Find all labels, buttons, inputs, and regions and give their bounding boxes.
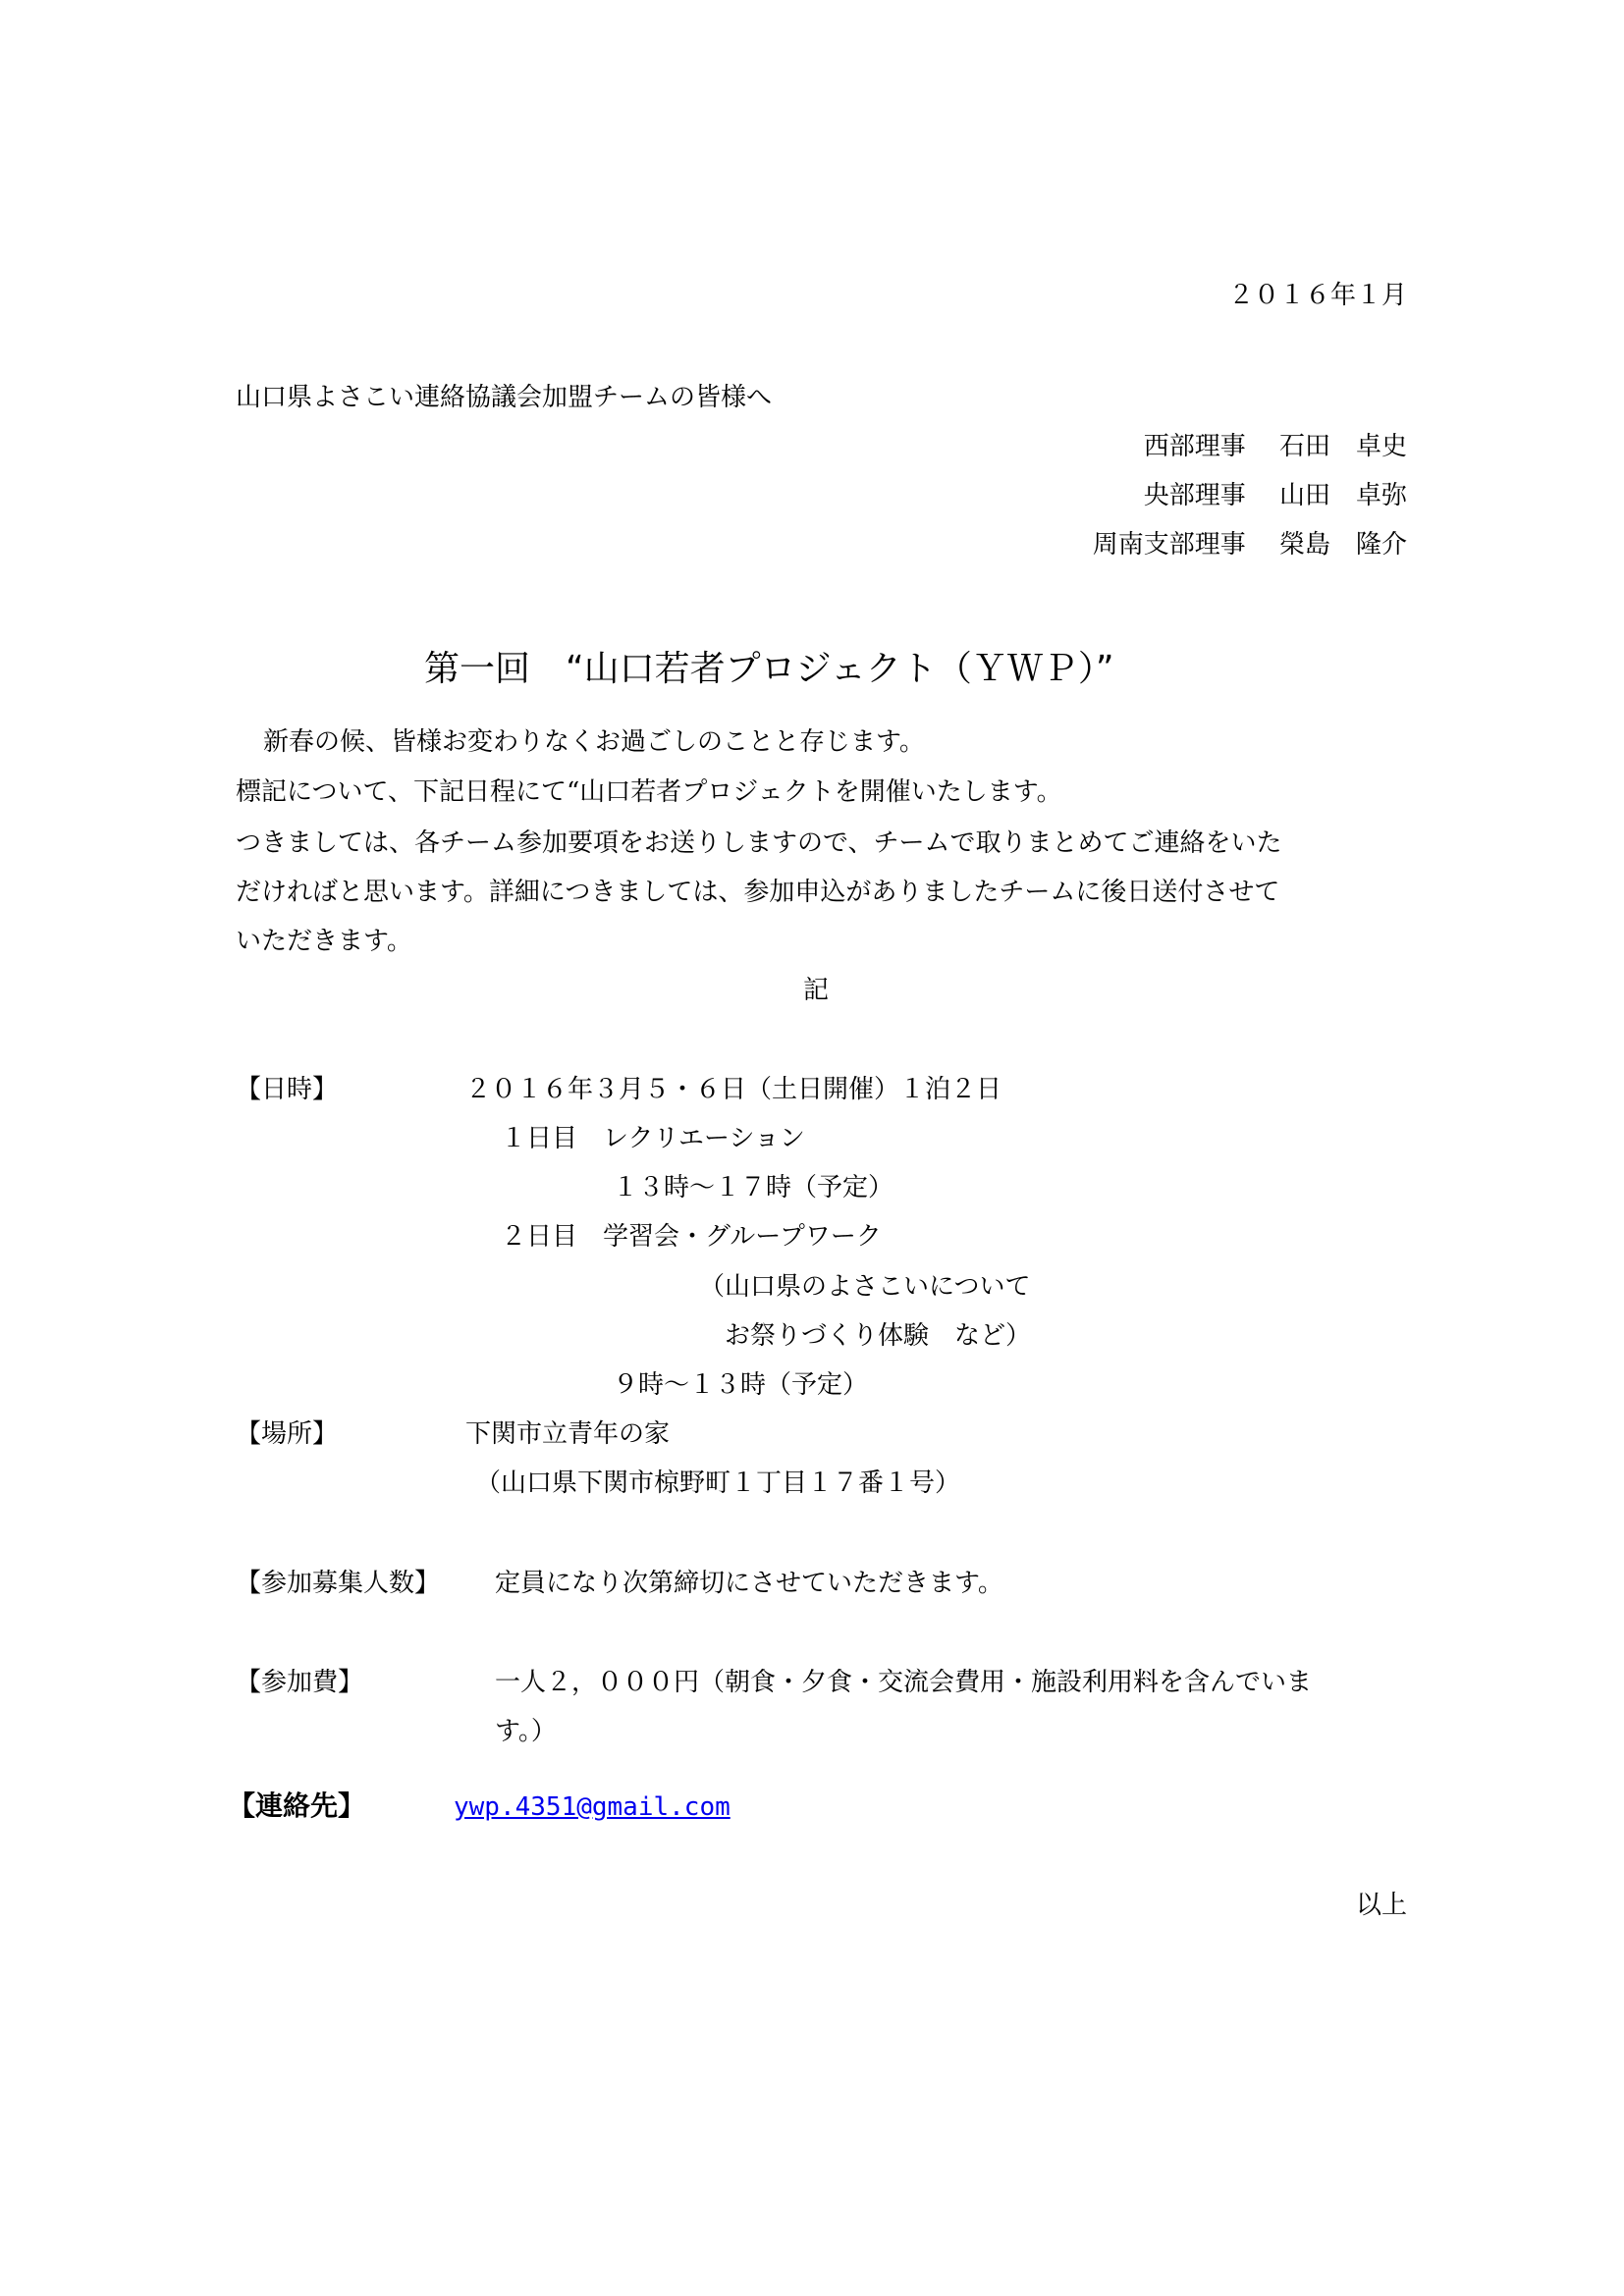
body-line-3: つきましては、各チーム参加要項をお送りしますので、チームで取りまとめてご連絡をいた bbox=[236, 828, 1282, 858]
schedule-day2-time: ９時～１３時（予定） bbox=[613, 1370, 869, 1400]
schedule-day1: １日目 レクリエーション bbox=[501, 1124, 805, 1153]
contact-email-link[interactable]: ywp.4351@gmail.com bbox=[454, 1792, 731, 1822]
body-line-5: いただきます。 bbox=[236, 927, 412, 956]
sender-3 bbox=[1093, 532, 1407, 558]
ki-heading: 記 bbox=[803, 976, 830, 1005]
document-date: ２０１６年１月 bbox=[1227, 281, 1407, 310]
contact-label: 【連絡先】 bbox=[228, 1789, 366, 1822]
fee-line-2: す。） bbox=[495, 1717, 557, 1746]
sender-role: 周南支部理事 bbox=[1092, 530, 1246, 560]
capacity-label: 【参加募集人数】 bbox=[236, 1569, 441, 1598]
document-title: 第一回 “山口若者プロジェクト（ＹＷＰ）” bbox=[424, 649, 1114, 689]
schedule-label: 【日時】 bbox=[236, 1075, 339, 1104]
capacity-text: 定員になり次第締切にさせていただきます。 bbox=[495, 1569, 1003, 1598]
fee-label: 【参加費】 bbox=[236, 1668, 364, 1697]
schedule-main: ２０１６年３月５・６日（土日開催）１泊２日 bbox=[465, 1075, 1002, 1104]
sender-1 bbox=[1144, 434, 1407, 459]
body-line-2: 標記について、下記日程にて“山口若者プロジェクトを開催いたします。 bbox=[236, 777, 1062, 807]
schedule-day1-time: １３時～１７時（予定） bbox=[613, 1173, 894, 1202]
sender-2 bbox=[1144, 483, 1407, 508]
sender-role: 央部理事 bbox=[1143, 481, 1246, 510]
sender-name: 山田 卓弥 bbox=[1278, 481, 1407, 510]
body-line-4: だければと思います。詳細につきましては、参加申込がありましたチームに後日送付させて bbox=[236, 878, 1280, 907]
schedule-day2-note1: （山口県のよさこいについて bbox=[699, 1272, 1031, 1302]
closing-text: 以上 bbox=[1355, 1891, 1407, 1920]
fee-line-1: 一人２，０００円（朝食・夕食・交流会費用・施設利用料を含んでいま bbox=[495, 1668, 1313, 1697]
body-line-1: 新春の候、皆様お変わりなくお過ごしのことと存じます。 bbox=[263, 727, 925, 757]
schedule-day2-note2: お祭りづくり体験 など） bbox=[725, 1321, 1032, 1351]
place-name: 下関市立青年の家 bbox=[465, 1419, 671, 1449]
recipient-line: 山口県よさこい連絡協議会加盟チームの皆様へ bbox=[236, 383, 773, 412]
place-address: （山口県下関市椋野町１丁目１７番１号） bbox=[475, 1468, 961, 1498]
sender-name: 榮島 隆介 bbox=[1278, 530, 1407, 560]
schedule-day2: ２日目 学習会・グループワーク bbox=[501, 1222, 882, 1252]
sender-name: 石田 卓史 bbox=[1278, 432, 1407, 461]
sender-role: 西部理事 bbox=[1143, 432, 1246, 461]
place-label: 【場所】 bbox=[236, 1419, 339, 1449]
